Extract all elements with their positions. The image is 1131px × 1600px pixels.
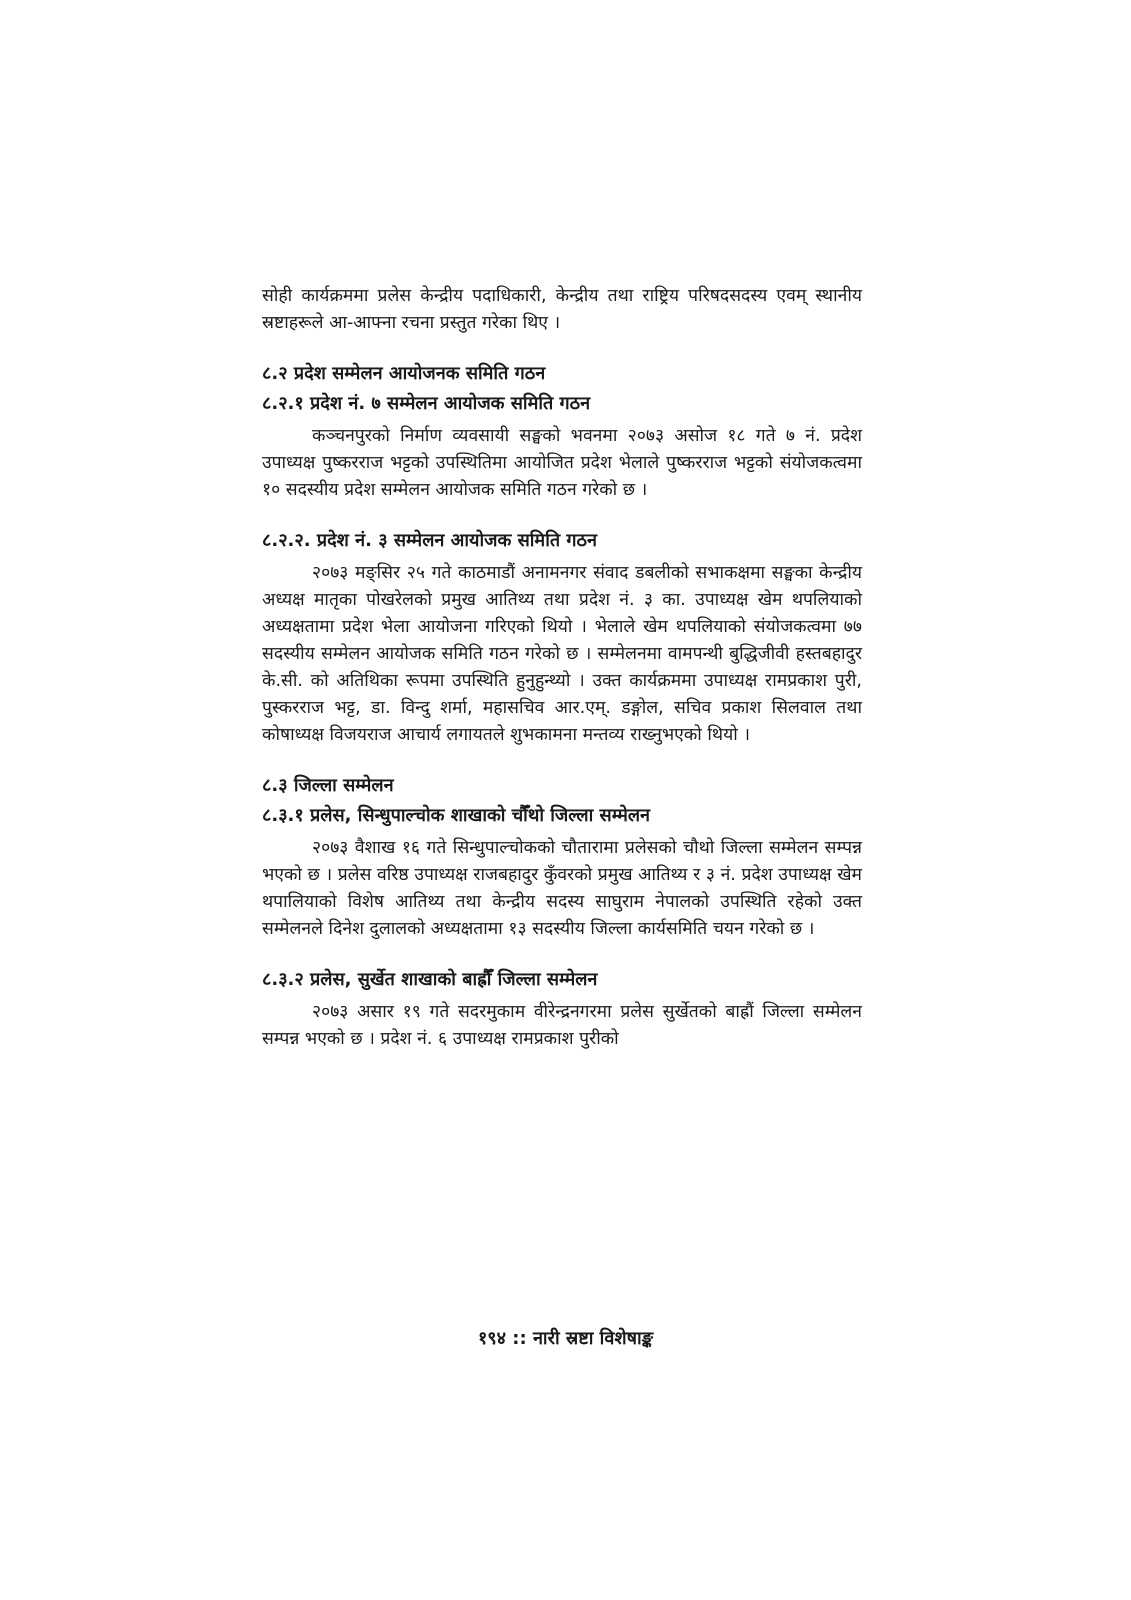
section-8-3-2-heading: ८.३.२ प्रलेस, सुर्खेत शाखाको बाह्रौँ जिल्ला सम्मेलन: [262, 969, 598, 990]
section-8-3-1-heading: ८.३.१ प्रलेस, सिन्धुपाल्चोक शाखाको चौँथो जिल्ला सम्मेलन: [262, 805, 651, 826]
section-8-2-1-heading: ८.२.१ प्रदेश नं. ७ सम्मेलन आयोजक समिति गठन: [262, 393, 591, 414]
section-8-3-2-body: २०७३ असार १९ गते सदरमुकाम वीरेन्द्रनगरमा प्रलेस सुर्खेतको बाह्रौं जिल्ला सम्मेलन सम्पन्न भएको छ । प्रदेश नं. ६ उपाध्यक्ष रामप्रकाश पुरीको: [262, 1002, 862, 1049]
intro-paragraph: सोही कार्यक्रममा प्रलेस केन्द्रीय पदाधिकारी, केन्द्रीय तथा राष्ट्रिय परिषदसदस्य एवम् स्थानीय स्रष्टाहरूले आ-आफ्ना रचना प्रस्तुत गरेका थिए ।: [262, 286, 862, 333]
section-8-2-heading: ८.२ प्रदेश सम्मेलन आयोजनक समिति गठन: [262, 363, 546, 384]
section-8-3-heading: ८.३ जिल्ला सम्मेलन: [262, 775, 394, 796]
section-8-3-1-body: २०७३ वैशाख १६ गते सिन्धुपाल्चोकको चौतारामा प्रलेसको चौथो जिल्ला सम्मेलन सम्पन्न भएको छ । प्रलेस वरिष्ठ उपाध्यक्ष राजबहादुर कुँवरको प्रमुख आतिथ्य र ३ नं. प्रदेश उपाध्यक्ष खेम थपालियाको विशेष आतिथ्य तथा केन्द्रीय सदस्य साघुराम नेपालको उपस्थिति रहेको उक्त सम्मेलनले दिनेश दुलालको अध्यक्षतामा १३ सदस्यीय जिल्ला कार्यसमिति चयन गरेको छ ।: [262, 838, 862, 939]
section-8-2-2-body: २०७३ मङ्सिर २५ गते काठमाडौं अनामनगर संवाद डबलीको सभाकक्षमा सङ्घका केन्द्रीय अध्यक्ष मातृका पोखरेलको प्रमुख आतिथ्य तथा प्रदेश नं. ३ का. उपाध्यक्ष खेम थपलियाको अध्यक्षतामा प्रदेश भेला आयोजना गरिएको थियो । भेलाले खेम थपलियाको संयोजकत्वमा ७७ सदस्यीय सम्मेलन आयोजक समिति गठन गरेको छ । सम्मेलनमा वामपन्थी बुद्धिजीवी हस्तबहादुर के.सी. को अतिथिका रूपमा उपस्थिति हुनुहुन्थ्यो । उक्त कार्यक्रममा उपाध्यक्ष रामप्रकाश पुरी, पुस्करराज भट्ट, डा. विन्दु शर्मा, महासचिव आर.एम्. डङ्गोल, सचिव प्रकाश सिलवाल तथा कोषाध्यक्ष विजयराज आचार्य लगायतले शुभकामना मन्तव्य राख्नुभएको थियो ।: [262, 563, 862, 745]
section-8-2-1-body: कञ्चनपुरको निर्माण व्यवसायी सङ्घको भवनमा २०७३ असोज १८ गते ७ नं. प्रदेश उपाध्यक्ष पुष्करराज भट्टको उपस्थितिमा आयोजित प्रदेश भेलाले पुष्करराज भट्टको संयोजकत्वमा १० सदस्यीय प्रदेश सम्मेलन आयोजक समिति गठन गरेको छ ।: [262, 426, 862, 500]
page-body: [262, 283, 862, 1053]
page-footer: १९४ :: नारी स्रष्टा विशेषाङ्क: [477, 1328, 654, 1349]
section-8-2-2-heading: ८.२.२. प्रदेश नं. ३ सम्मेलन आयोजक समिति गठन: [262, 530, 597, 551]
